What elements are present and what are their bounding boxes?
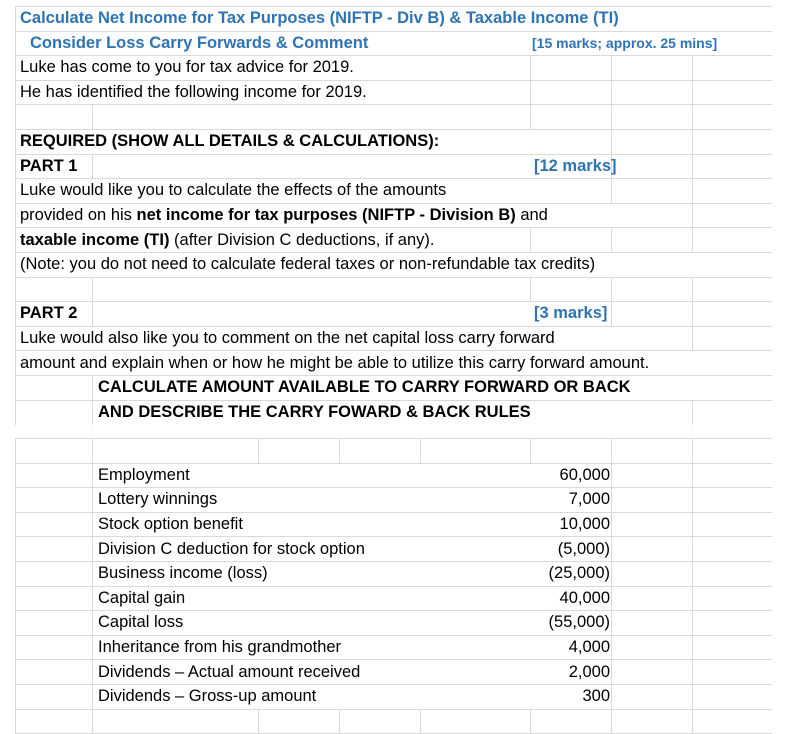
income-item-label: Division C deduction for stock option <box>98 539 365 558</box>
income-item-row <box>16 660 772 685</box>
income-item-value: 2,000 <box>568 662 610 681</box>
part1-row <box>16 155 772 180</box>
niftp-term: net income for tax purposes (NIFTP - Division B) <box>136 206 516 225</box>
marks-total: [15 marks; approx. 25 mins] <box>532 35 718 52</box>
income-item-label: Lottery winnings <box>98 490 218 509</box>
required-heading: REQUIRED (SHOW ALL DETAILS & CALCULATIONS): <box>20 132 440 151</box>
part1-text <box>20 228 434 252</box>
income-item-value: (55,000) <box>548 613 610 632</box>
part1-text: Luke would like you to calculate the effects of the amounts <box>20 181 447 200</box>
income-item-value: 300 <box>582 687 610 706</box>
blank-row <box>16 278 772 303</box>
part1-note: (Note: you do not need to calculate federal taxes or non-refundable tax credits) <box>20 255 596 274</box>
part1-note-row <box>16 253 772 278</box>
part1-text-row-1 <box>16 179 772 204</box>
income-item-value: (5,000) <box>557 539 610 558</box>
income-items-list <box>16 464 772 710</box>
income-item-value: 60,000 <box>559 465 610 484</box>
income-item-value: 4,000 <box>568 638 610 657</box>
part2-text-row-2 <box>16 351 772 376</box>
income-item-row <box>16 611 772 636</box>
carry-forward-heading: CALCULATE AMOUNT AVAILABLE TO CARRY FORWARD OR BACK <box>98 378 631 397</box>
income-item-label: Business income (loss) <box>98 564 268 583</box>
intro-text: He has identified the following income for 2019. <box>20 83 367 102</box>
question-sheet <box>15 6 772 425</box>
income-item-row <box>16 464 772 489</box>
part2-text-row-1 <box>16 327 772 352</box>
income-item-row <box>16 537 772 562</box>
income-item-label: Stock option benefit <box>98 515 243 534</box>
required-row <box>16 130 772 155</box>
income-item-value: (25,000) <box>548 564 610 583</box>
income-item-row <box>16 513 772 538</box>
part1-text-row-2 <box>16 204 772 229</box>
part1-label: PART 1 <box>20 156 78 175</box>
income-item-value: 10,000 <box>559 515 610 534</box>
income-item-label: Dividends – Gross-up amount <box>98 687 317 706</box>
blank-row <box>16 710 772 734</box>
income-item-value: 7,000 <box>568 490 610 509</box>
income-items-sheet <box>15 438 772 734</box>
part1-text <box>20 204 548 228</box>
ti-term: taxable income (TI) <box>20 230 170 249</box>
part2-row <box>16 302 772 327</box>
income-item-row <box>16 488 772 513</box>
blank-row <box>16 439 772 464</box>
income-item-label: Capital gain <box>98 588 186 607</box>
subtitle-row <box>16 32 772 57</box>
income-item-row <box>16 685 772 710</box>
part2-marks: [3 marks] <box>534 304 608 323</box>
income-item-label: Dividends – Actual amount received <box>98 662 361 681</box>
part2-label: PART 2 <box>20 304 78 323</box>
income-item-label: Inheritance from his grandmother <box>98 638 342 657</box>
income-item-row <box>16 587 772 612</box>
part1-text-segment: provided on his <box>20 206 137 225</box>
part1-text-segment: (after Division C deductions, if any). <box>169 230 435 249</box>
income-item-value: 40,000 <box>559 588 610 607</box>
part2-text: Luke would also like you to comment on the net capital loss carry forward <box>20 329 555 348</box>
income-item-label: Employment <box>98 465 190 484</box>
intro-text: Luke has come to you for tax advice for 2019. <box>20 58 354 77</box>
intro-row-2 <box>16 81 772 106</box>
intro-row-1 <box>16 56 772 81</box>
part1-text-segment: and <box>515 206 548 225</box>
part1-text-row-3 <box>16 228 772 253</box>
part2-heading-row-2 <box>16 401 772 426</box>
part2-heading-row-1 <box>16 376 772 401</box>
part1-marks: [12 marks] <box>534 156 617 175</box>
page-title: Calculate Net Income for Tax Purposes (NIFTP - Div B) & Taxable Income (TI) <box>20 9 619 28</box>
page-subtitle: Consider Loss Carry Forwards & Comment <box>30 33 369 52</box>
carry-rules-heading: AND DESCRIBE THE CARRY FOWARD & BACK RULES <box>98 403 531 422</box>
title-row <box>16 7 772 32</box>
income-item-label: Capital loss <box>98 613 184 632</box>
income-item-row <box>16 562 772 587</box>
blank-row <box>16 105 772 130</box>
part2-text: amount and explain when or how he might be able to utilize this carry forward amount. <box>20 353 650 372</box>
income-item-row <box>16 636 772 661</box>
